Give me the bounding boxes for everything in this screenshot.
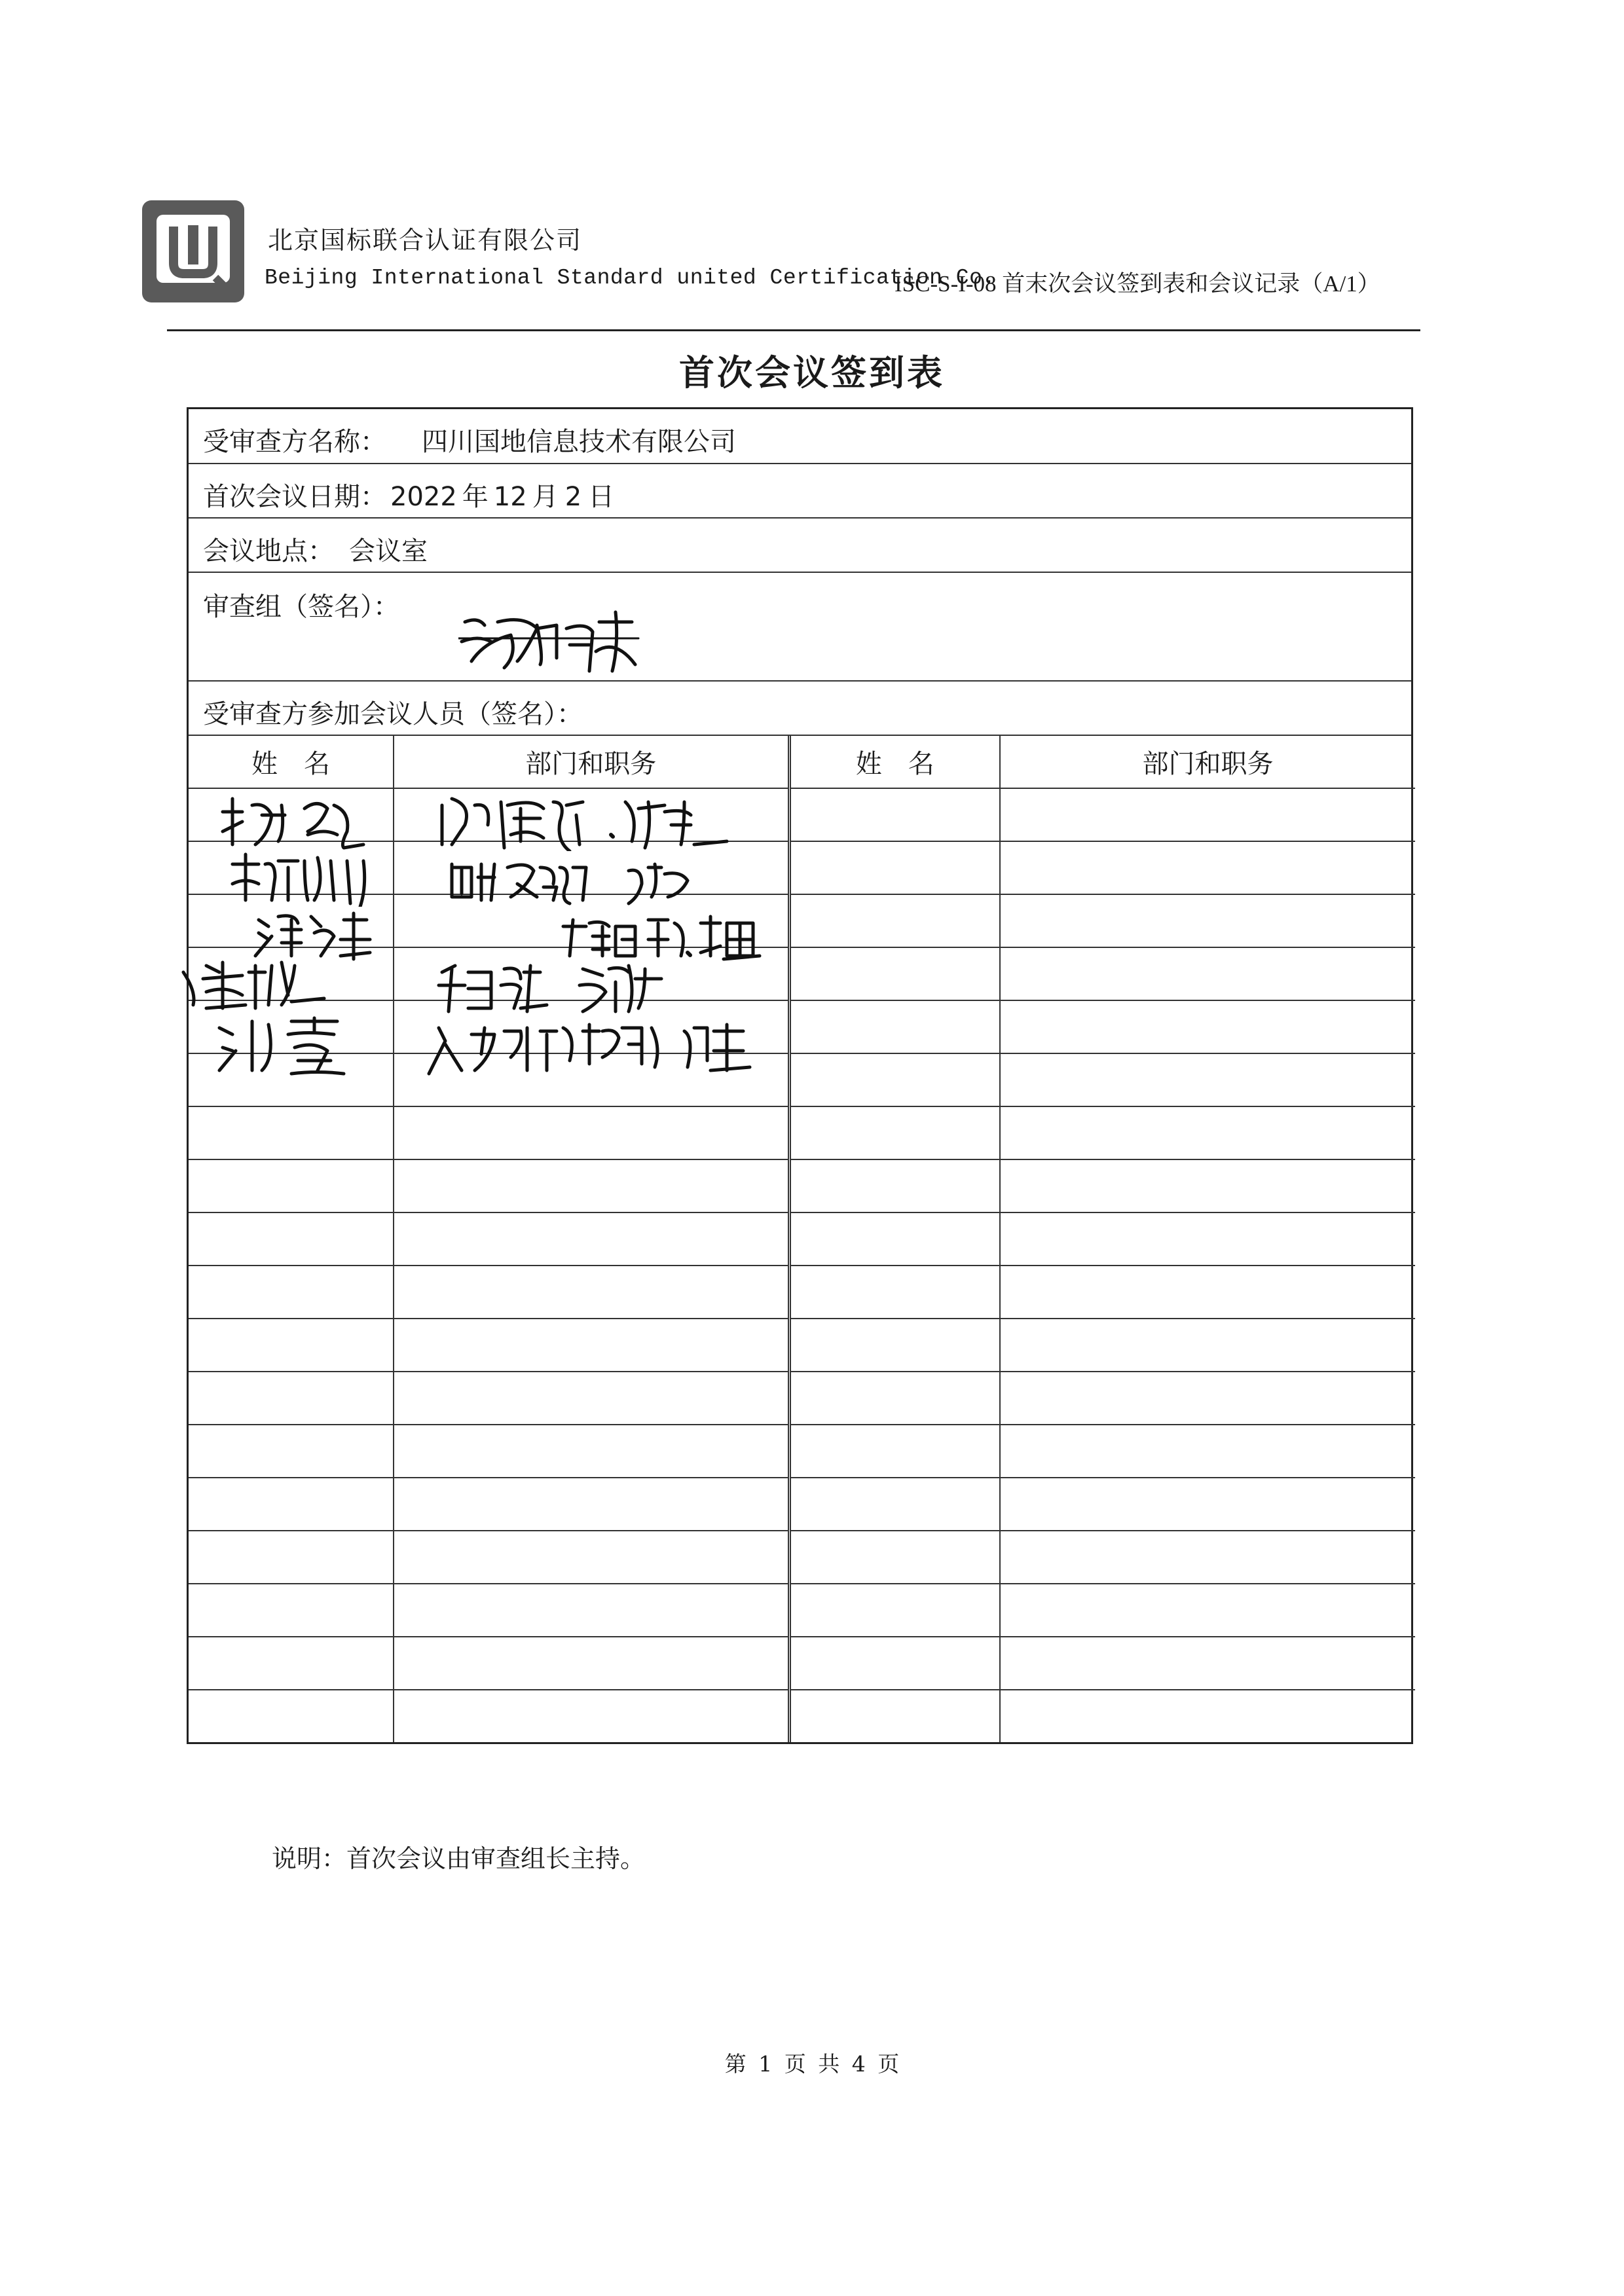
auditee-row <box>189 409 1411 464</box>
table-row <box>189 947 1415 1000</box>
company-name-en: Beijing International Standard united Certification Co. <box>265 266 996 290</box>
header-name: 姓 名 <box>189 736 394 788</box>
date-label: 首次会议日期： <box>203 482 386 512</box>
header-name-2: 姓 名 <box>789 736 1000 788</box>
page-title: 首次会议签到表 <box>679 352 945 393</box>
header-dept-2: 部门和职务 <box>1000 736 1415 788</box>
table-row <box>189 1159 1415 1212</box>
header-divider <box>167 329 1420 331</box>
page-mid: 页 共 <box>784 2051 840 2077</box>
page-prefix: 第 <box>724 2051 747 2077</box>
date-year: 2022 <box>390 482 457 512</box>
attendees-label: 受审查方参加会议人员（签名）： <box>203 699 583 729</box>
location-row <box>189 519 1411 573</box>
date-month-unit: 月 <box>532 482 559 512</box>
table-row <box>189 1637 1415 1690</box>
date-year-unit: 年 <box>462 482 489 512</box>
table-row <box>189 1212 1415 1266</box>
auditee-value: 四川国地信息技术有限公司 <box>422 427 736 457</box>
table-row <box>189 1266 1415 1319</box>
attendees-row <box>189 682 1411 736</box>
attendee-table <box>189 736 1415 1742</box>
page-number <box>0 2047 1624 2078</box>
page-current: 1 <box>758 2051 773 2077</box>
table-row <box>189 1319 1415 1372</box>
date-day-unit: 日 <box>588 482 615 512</box>
table-row <box>189 1000 1415 1053</box>
table-row <box>189 1690 1415 1742</box>
table-row <box>189 1372 1415 1425</box>
table-row <box>189 1106 1415 1159</box>
date-day: 2 <box>564 482 582 512</box>
table-row <box>189 841 1415 894</box>
company-name-cn: 北京国标联合认证有限公司 <box>268 226 583 255</box>
audit-team-row <box>189 573 1411 682</box>
table-row <box>189 1584 1415 1637</box>
table-header-row <box>189 736 1415 788</box>
date-month: 12 <box>493 482 527 512</box>
document-code: ISC-S-I-08 首末次会议签到表和会议记录（A/1） <box>895 271 1380 297</box>
table-row <box>189 788 1415 841</box>
audit-team-label: 审查组（签名）： <box>203 592 399 622</box>
location-value: 会议室 <box>349 536 428 566</box>
header-dept: 部门和职务 <box>394 736 789 788</box>
page-suffix: 页 <box>877 2051 900 2077</box>
page-total: 4 <box>851 2051 866 2077</box>
table-row <box>189 1053 1415 1106</box>
table-row <box>189 1425 1415 1478</box>
sign-in-form <box>187 407 1413 1744</box>
table-row <box>189 1478 1415 1531</box>
meeting-date <box>203 476 614 513</box>
location-label: 会议地点： <box>203 536 334 566</box>
meeting-date-row <box>189 464 1411 519</box>
footnote: 说明：首次会议由审查组长主持。 <box>272 1844 646 1873</box>
table-row <box>189 1531 1415 1584</box>
auditee-label: 受审查方名称： <box>203 427 386 457</box>
table-row <box>189 894 1415 947</box>
company-logo <box>142 200 244 302</box>
